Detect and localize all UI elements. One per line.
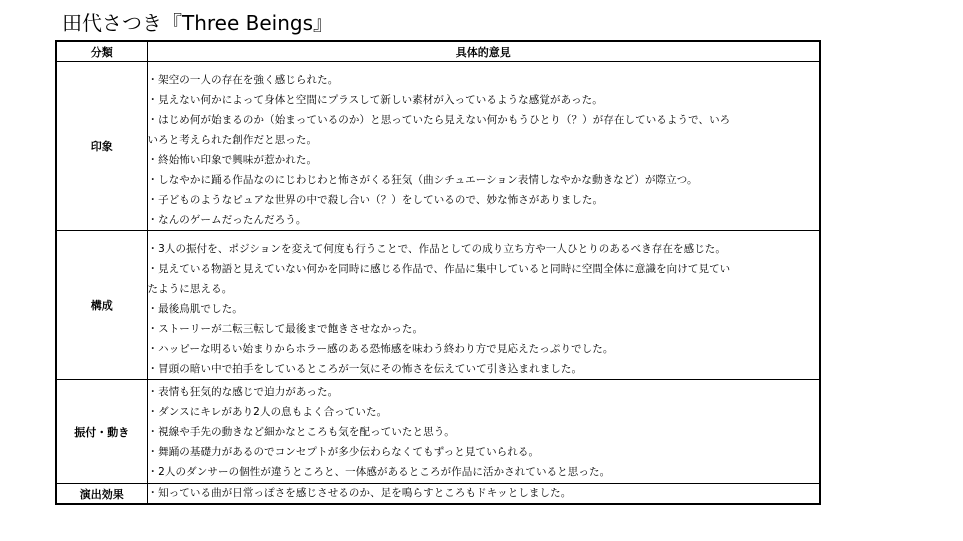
opinion-cell bbox=[147, 231, 820, 380]
category-cell: 印象 bbox=[56, 62, 147, 231]
opinion-cell bbox=[147, 484, 820, 505]
page-title: 田代さつき『Three Beings』 bbox=[62, 11, 334, 35]
opinion-line: ・終始怖い印象で興味が惹かれた。 bbox=[147, 154, 318, 166]
opinion-line: ・なんのゲームだったんだろう。 bbox=[147, 214, 307, 226]
opinion-line: ・架空の一人の存在を強く感じられた。 bbox=[147, 74, 339, 86]
category-cell: 構成 bbox=[56, 231, 147, 380]
table-row-composition bbox=[56, 231, 820, 380]
header-opinion: 具体的意見 bbox=[147, 41, 820, 62]
opinion-cell bbox=[147, 62, 820, 231]
opinion-line: ・3人の振付を、ポジションを変えて何度も行うことで、作品としての成り立ち方や一人ひとりのあるべき存在を感じた。 bbox=[147, 243, 726, 255]
opinion-line: たように思える。 bbox=[147, 283, 233, 295]
opinion-line: ・知っている曲が日常っぽさを感じさせるのか、足を鳴らすところもドキッとしました。 bbox=[147, 487, 572, 499]
table-row-staging bbox=[56, 484, 820, 505]
opinion-line: ・見えている物語と見えていない何かを同時に感じる作品で、作品に集中していると同時に空間全体に意識を向けて見てい bbox=[147, 263, 731, 275]
opinion-line: ・舞踊の基礎力があるのでコンセプトが多少伝わらなくてもずっと見ていられる。 bbox=[147, 446, 540, 458]
opinion-line: ・表情も狂気的な感じで迫力があった。 bbox=[147, 386, 339, 398]
opinion-line: ・視線や手先の動きなど細かなところも気を配っていたと思う。 bbox=[147, 426, 455, 438]
opinion-line: ・見えない何かによって身体と空間にプラスして新しい素材が入っているような感覚があった。 bbox=[147, 94, 603, 106]
opinion-line: ・冒頭の暗い中で拍手をしているところが一気にその怖さを伝えていて引き込まれました。 bbox=[147, 363, 583, 375]
opinion-cell bbox=[147, 380, 820, 484]
opinion-line: ・ダンスにキレがあり2人の息もよく合っていた。 bbox=[147, 406, 388, 418]
table-row-impression bbox=[56, 62, 820, 231]
opinion-line: ・最後鳥肌でした。 bbox=[147, 303, 243, 315]
opinion-line: ・子どものようなピュアな世界の中で殺し合い（？）をしているので、妙な怖さがありました。 bbox=[147, 194, 604, 206]
opinion-line: ・2人のダンサーの個性が違うところと、一体感があるところが作品に活かされていると思った。 bbox=[147, 466, 611, 478]
header-category: 分類 bbox=[56, 41, 147, 62]
category-cell: 振付・動き bbox=[56, 380, 147, 484]
opinion-line: ・はじめ何が始まるのか（始まっているのか）と思っていたら見えない何かもうひとり（？）が存在しているようで、いろ bbox=[147, 114, 731, 126]
category-cell: 演出効果 bbox=[56, 484, 147, 505]
table-row-choreography bbox=[56, 380, 820, 484]
opinion-table bbox=[55, 40, 821, 505]
opinion-line: ・しなやかに踊る作品なのにじわじわと怖さがくる狂気（曲シチュエーション表情しなやかな動きなど）が際立つ。 bbox=[147, 174, 698, 186]
opinion-line: ・ハッピーな明るい始まりからホラー感のある恐怖感を味わう終わり方で見応えたっぷりでした。 bbox=[147, 343, 614, 355]
opinion-line: ・ストーリーが二転三転して最後まで飽きさせなかった。 bbox=[147, 323, 424, 335]
opinion-line: いろと考えられた創作だと思った。 bbox=[147, 134, 318, 146]
table-header-row bbox=[56, 41, 820, 62]
